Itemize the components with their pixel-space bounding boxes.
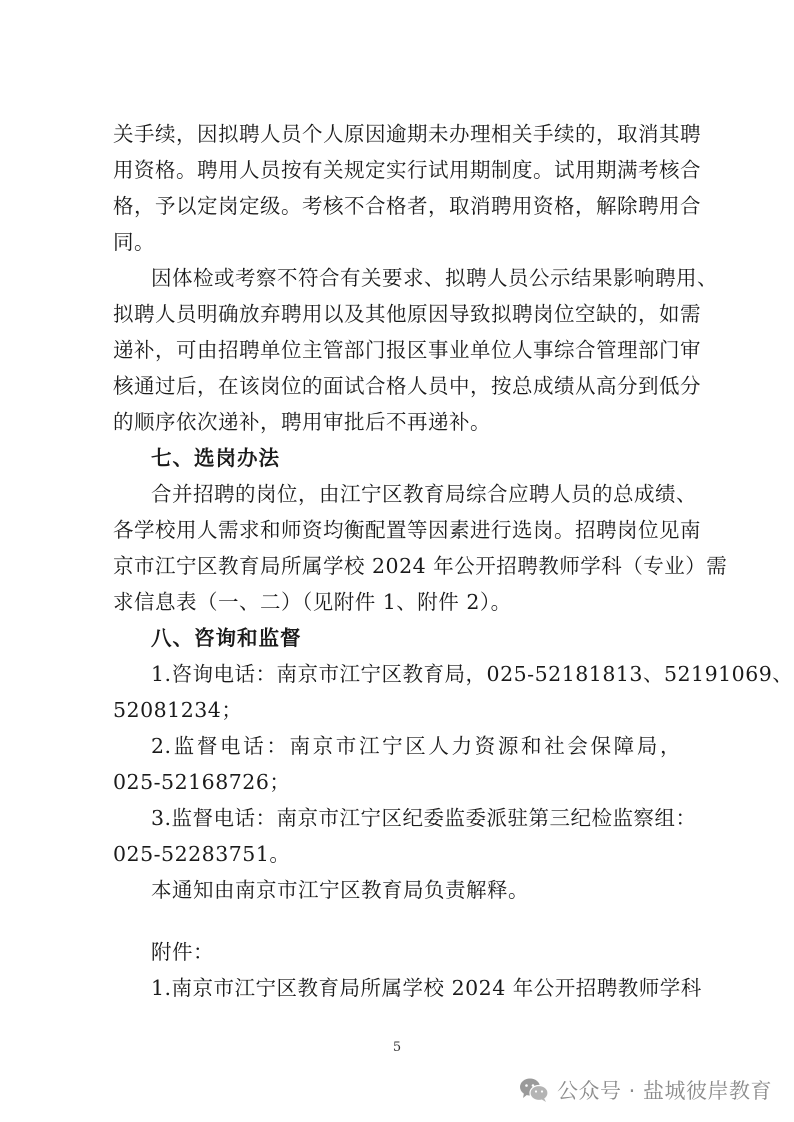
supervision-line: 2.监督电话：南京市江宁区人力资源和社会保障局， (151, 734, 681, 758)
supervision-line: 3.监督电话：南京市江宁区纪委监委派驻第三纪检监察组： (151, 806, 697, 830)
paragraph-line: 各学校用人需求和师资均衡配置等因素进行选岗。招聘岗位见南 (113, 518, 701, 542)
paragraph-line: 核通过后，在该岗位的面试合格人员中，按总成绩从高分到低分 (113, 374, 701, 398)
watermark-text: 公众号 · 盐城彼岸教育 (556, 1079, 772, 1103)
section-heading-7: 七、选岗办法 (151, 446, 280, 470)
explanation-line: 本通知由南京市江宁区教育局负责解释。 (151, 878, 529, 902)
contact-line: 1.咨询电话：南京市江宁区教育局，025-52181813、52191069、 (151, 662, 794, 686)
paragraph-line: 格，予以定岗定级。考核不合格者，取消聘用资格，解除聘用合 (113, 194, 701, 218)
paragraph-line: 求信息表（一、二）（见附件 1、附件 2）。 (113, 590, 512, 614)
page-number: 5 (392, 1040, 402, 1055)
paragraph-line: 同。 (113, 230, 155, 254)
paragraph-line: 因体检或考察不符合有关要求、拟聘人员公示结果影响聘用、 (151, 266, 718, 290)
supervision-line: 025-52168726； (113, 770, 291, 794)
paragraph-line: 的顺序依次递补，聘用审批后不再递补。 (113, 410, 491, 434)
paragraph-line: 用资格。聘用人员按有关规定实行试用期制度。试用期满考核合 (113, 158, 701, 182)
wechat-icon (519, 1077, 549, 1103)
paragraph-line: 关手续，因拟聘人员个人原因逾期未办理相关手续的，取消其聘 (113, 122, 701, 146)
wechat-watermark (519, 1072, 772, 1108)
paragraph-line: 拟聘人员明确放弃聘用以及其他原因导致拟聘岗位空缺的，如需 (113, 302, 701, 326)
attachments-label: 附件： (151, 940, 214, 964)
supervision-line: 025-52283751。 (113, 842, 291, 866)
attachment-item: 1.南京市江宁区教育局所属学校 2024 年公开招聘教师学科 (151, 976, 702, 1000)
section-heading-8: 八、咨询和监督 (151, 626, 302, 650)
contact-line: 52081234； (113, 698, 243, 722)
paragraph-line: 递补，可由招聘单位主管部门报区事业单位人事综合管理部门审 (113, 338, 701, 362)
paragraph-line: 京市江宁区教育局所属学校 2024 年公开招聘教师学科（专业）需 (113, 554, 728, 578)
paragraph-line: 合并招聘的岗位，由江宁区教育局综合应聘人员的总成绩、 (151, 482, 697, 506)
